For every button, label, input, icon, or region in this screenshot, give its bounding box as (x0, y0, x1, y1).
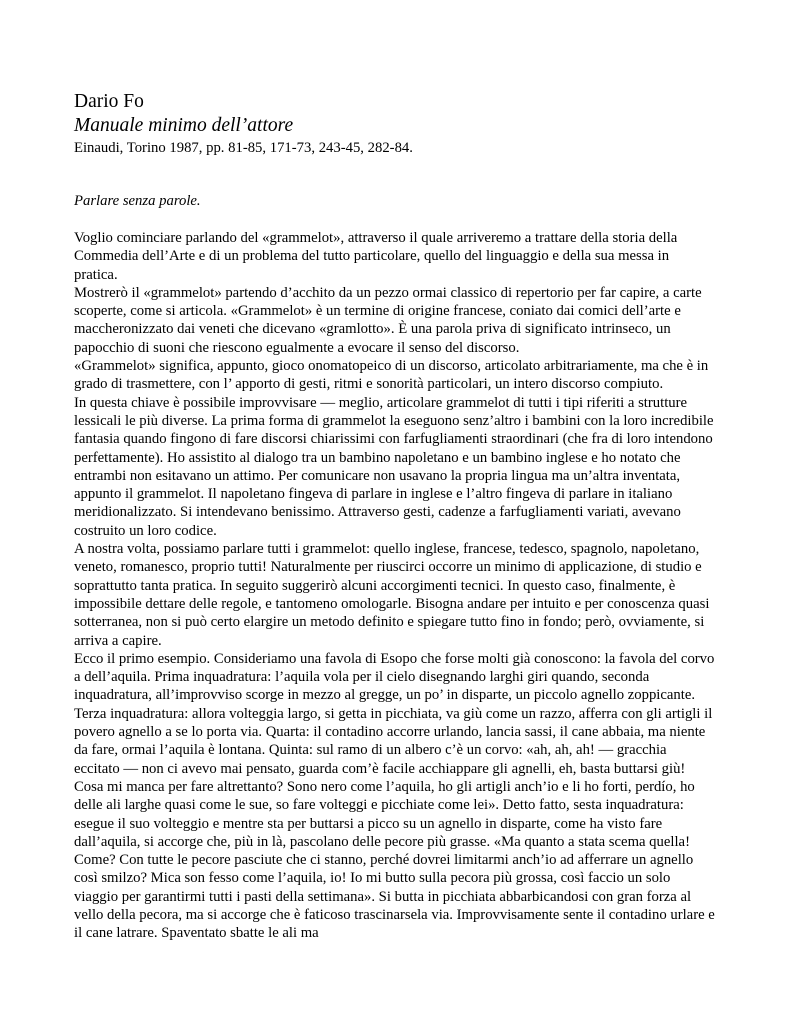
paragraph: Ecco il primo esempio. Consideriamo una favola di Esopo che forse molti già conoscono: la favola del corvo a dell’aquila. Prima inquadratura: l’aquila vola per il cielo disegnando larghi giri quando, seconda inquadratura, all’improvviso scorge in mezzo al gregge, un po’ in disparte, un piccolo agnello zoppicante. Terza inquadratura: allora volteggia largo, si getta in picchiata, va giù come un razzo, afferra con gli artigli il povero agnello a se lo porta via. Quarta: il contadino accorre urlando, lancia sassi, il cane abbaia, ma niente da fare, ormai l’aquila è lontana. Quinta: sul ramo di un albero c’è un corvo: «ah, ah, ah! — gracchia eccitato — non ci avevo mai pensato, guarda com’è facile acchiappare gli agnelli, eh, basta buttarsi giù! Cosa mi manca per fare altrettanto? Sono nero come l’aquila, ho gli artigli anch’io e li ho forti, perdío, ho delle ali larghe quasi come le sue, so fare volteggi e picchiate come lei». Detto fatto, sesta inquadratura: esegue il suo volteggio e mentre sta per buttarsi a picco su un agnello in disparte, come ha visto fare dall’aquila, si accorge che, più in là, pascolano delle pecore più grasse. «Ma quanto a stata scema quella! Come? Con tutte le pecore pasciute che ci stanno, perché dovrei limitarmi anch’io ad afferrare un agnello così smilzo? Mica son fesso come l’aquila, io! Io mi butto sulla pecora più grossa, così faccio un solo viaggio per garantirmi tutti i pasti della settimana». Si butta in picchiata abbarbicandosi con gran forza al vello della pecora, ma si accorge che è faticoso trascinarsela via. Improvvisamente sente il contadino urlare e il cane latrare. Spaventato sbatte le ali ma (74, 650, 715, 942)
paragraph: Mostrerò il «grammelot» partendo d’acchito da un pezzo ormai classico di repertorio per far capire, a carte scoperte, come si articola. «Grammelot» è un termine di origine francese, coniato dai comici dell’arte e maccheronizzato dai veneti che dicevano «gramlotto». È una parola priva di significato intrinseco, un papocchio di suoni che riescono egualmente a evocare il senso del discorso. (74, 284, 702, 356)
paragraph: «Grammelot» significa, appunto, gioco onomatopeico di un discorso, articolato arbitrariamente, ma che è in grado di trasmettere, con l’ apporto di gesti, ritmi e sonorità particolari, un intero discorso compiuto. (74, 358, 709, 393)
paragraph: Voglio cominciare parlando del «grammelot», attraverso il quale arriveremo a trattare della storia della Commedia dell’Arte e di un problema del tutto particolare, quello del linguaggio e della sua messa in pratica. (74, 230, 678, 283)
book-title: Manuale minimo dell’attore (74, 115, 294, 136)
paragraph: A nostra volta, possiamo parlare tutti i grammelot: quello inglese, francese, tedesco, spagnolo, napoletano, veneto, romanesco, proprio tutti! Naturalmente per riuscirci occorre un minimo di applicazione, di studio e soprattutto tanta pratica. In seguito suggerirò alcuni accorgimenti tecnici. In questo caso, finalmente, è impossibile dettare delle regole, e tantomeno omologarle. Bisogna andare per intuito e per conoscenza quasi sotterranea, non si può certo elargire un metodo definito e spiegare tutto fino in fondo; però, ovviamente, si arriva a capire. (74, 541, 710, 649)
body-text (74, 229, 715, 943)
paragraph: In questa chiave è possibile improvvisare — meglio, articolare grammelot di tutti i tipi riferiti a strutture lessicali le più diverse. La prima forma di grammelot la eseguono senz’altro i bambini con la loro incredibile fantasia quando fingono di fare discorsi chiarissimi con farfugliamenti straordinari (che fra di loro intendono perfettamente). Ho assistito al dialogo tra un bambino napoletano e un bambino inglese e ho notato che entrambi non esitavano un attimo. Per comunicare non usavano la propria lingua ma un’altra inventata, appunto il grammelot. Il napoletano fingeva di parlare in inglese e l’altro fingeva di parlare in italiano meridionalizzato. Si intendevano benissimo. Attraverso gesti, cadenze a farfugliamenti variati, avevano costruito un loro codice. (74, 394, 714, 539)
section-heading: Parlare senza parole. (74, 193, 201, 209)
author-name: Dario Fo (74, 91, 144, 112)
citation: Einaudi, Torino 1987, pp. 81-85, 171-73, 243-45, 282-84. (74, 140, 413, 156)
